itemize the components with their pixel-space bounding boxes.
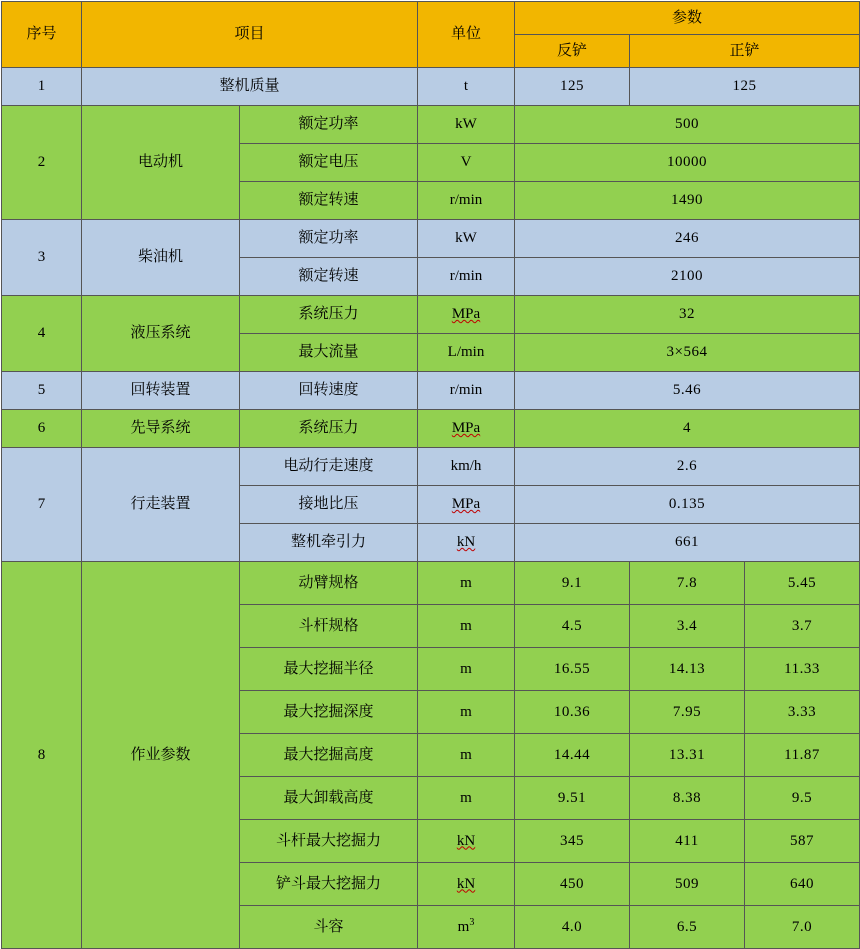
cell-unit: r/min <box>418 258 515 296</box>
cell-unit: m <box>418 648 515 691</box>
cell-value-shovel-2: 9.5 <box>745 777 860 820</box>
cell-unit <box>418 906 515 949</box>
cell-unit: m <box>418 777 515 820</box>
cell-subitem: 最大流量 <box>240 334 418 372</box>
cell-value: 2.6 <box>515 448 860 486</box>
cell-seq: 2 <box>2 106 82 220</box>
cell-value-backhoe: 10.36 <box>515 691 630 734</box>
cell-value-shovel-1: 14.13 <box>630 648 745 691</box>
cell-subitem: 斗杆规格 <box>240 605 418 648</box>
cell-item: 整机质量 <box>82 68 418 106</box>
header-row-1 <box>2 2 860 35</box>
cell-subitem: 最大挖掘高度 <box>240 734 418 777</box>
cell-value-shovel-1: 6.5 <box>630 906 745 949</box>
header-item: 项目 <box>82 2 418 68</box>
cell-item: 作业参数 <box>82 562 240 949</box>
cell-item: 柴油机 <box>82 220 240 296</box>
cell-unit: kN <box>418 820 515 863</box>
cell-subitem: 系统压力 <box>240 410 418 448</box>
cell-value-shovel-2: 5.45 <box>745 562 860 605</box>
cell-unit: L/min <box>418 334 515 372</box>
cell-unit: kN <box>418 863 515 906</box>
cell-value: 0.135 <box>515 486 860 524</box>
cell-seq: 3 <box>2 220 82 296</box>
cell-subitem: 额定功率 <box>240 106 418 144</box>
cell-unit: kW <box>418 106 515 144</box>
cell-value: 3×564 <box>515 334 860 372</box>
cell-unit: t <box>418 68 515 106</box>
table-row <box>2 106 860 144</box>
cell-unit: km/h <box>418 448 515 486</box>
cell-value-shovel-2: 640 <box>745 863 860 906</box>
cell-unit: m <box>418 734 515 777</box>
cell-unit: MPa <box>418 486 515 524</box>
cell-seq: 4 <box>2 296 82 372</box>
cell-value: 5.46 <box>515 372 860 410</box>
cell-unit: m <box>418 691 515 734</box>
cell-value-shovel-1: 7.8 <box>630 562 745 605</box>
cell-value: 10000 <box>515 144 860 182</box>
cell-value: 32 <box>515 296 860 334</box>
header-param-shovel: 正铲 <box>630 35 860 68</box>
cell-subitem: 额定转速 <box>240 258 418 296</box>
cell-value-backhoe: 14.44 <box>515 734 630 777</box>
cell-subitem: 电动行走速度 <box>240 448 418 486</box>
cell-subitem: 动臂规格 <box>240 562 418 605</box>
table-row <box>2 296 860 334</box>
cell-unit: r/min <box>418 372 515 410</box>
cell-unit: kW <box>418 220 515 258</box>
unit-exponent: 3 <box>469 917 475 929</box>
cell-value: 2100 <box>515 258 860 296</box>
spec-table-page <box>0 1 860 936</box>
cell-value-backhoe: 125 <box>515 68 630 106</box>
cell-item: 电动机 <box>82 106 240 220</box>
cell-subitem: 斗容 <box>240 906 418 949</box>
header-params: 参数 <box>515 2 860 35</box>
header-param-backhoe: 反铲 <box>515 35 630 68</box>
cell-value-shovel-2: 7.0 <box>745 906 860 949</box>
cell-item: 先导系统 <box>82 410 240 448</box>
unit-base: m <box>457 919 470 936</box>
table-row <box>2 68 860 106</box>
cell-seq: 7 <box>2 448 82 562</box>
table-row <box>2 448 860 486</box>
cell-value: 4 <box>515 410 860 448</box>
cell-value: 500 <box>515 106 860 144</box>
cell-value-backhoe: 16.55 <box>515 648 630 691</box>
cell-value-shovel-1: 13.31 <box>630 734 745 777</box>
cell-value-shovel-2: 587 <box>745 820 860 863</box>
table-row <box>2 562 860 605</box>
cell-subitem: 最大挖掘深度 <box>240 691 418 734</box>
cell-value-backhoe: 345 <box>515 820 630 863</box>
cell-item: 行走装置 <box>82 448 240 562</box>
table-row <box>2 372 860 410</box>
cell-value-shovel-2: 11.33 <box>745 648 860 691</box>
cell-value-shovel-1: 8.38 <box>630 777 745 820</box>
cell-subitem: 回转速度 <box>240 372 418 410</box>
cell-seq: 5 <box>2 372 82 410</box>
cell-unit: r/min <box>418 182 515 220</box>
table-row <box>2 410 860 448</box>
cell-value-shovel-1: 411 <box>630 820 745 863</box>
specification-table <box>1 1 860 949</box>
cell-value-backhoe: 450 <box>515 863 630 906</box>
cell-value-backhoe: 9.51 <box>515 777 630 820</box>
cell-value-backhoe: 4.0 <box>515 906 630 949</box>
cell-value-shovel-1: 509 <box>630 863 745 906</box>
cell-value: 246 <box>515 220 860 258</box>
cell-seq: 6 <box>2 410 82 448</box>
cell-subitem: 最大挖掘半径 <box>240 648 418 691</box>
cell-unit: m <box>418 562 515 605</box>
cell-value-shovel: 125 <box>630 68 860 106</box>
cell-subitem: 额定电压 <box>240 144 418 182</box>
cell-subitem: 额定转速 <box>240 182 418 220</box>
cell-subitem: 斗杆最大挖掘力 <box>240 820 418 863</box>
cell-unit: V <box>418 144 515 182</box>
cell-item: 液压系统 <box>82 296 240 372</box>
cell-value: 661 <box>515 524 860 562</box>
cell-subitem: 最大卸载高度 <box>240 777 418 820</box>
header-unit: 单位 <box>418 2 515 68</box>
cell-value-shovel-2: 3.7 <box>745 605 860 648</box>
cell-unit: MPa <box>418 296 515 334</box>
cell-unit: m <box>418 605 515 648</box>
cell-item: 回转装置 <box>82 372 240 410</box>
cell-seq: 8 <box>2 562 82 949</box>
cell-value-shovel-2: 11.87 <box>745 734 860 777</box>
cell-subitem: 系统压力 <box>240 296 418 334</box>
cell-value-shovel-1: 7.95 <box>630 691 745 734</box>
cell-value-shovel-2: 3.33 <box>745 691 860 734</box>
cell-seq: 1 <box>2 68 82 106</box>
cell-unit: MPa <box>418 410 515 448</box>
cell-subitem: 整机牵引力 <box>240 524 418 562</box>
cell-value-shovel-1: 3.4 <box>630 605 745 648</box>
cell-subitem: 铲斗最大挖掘力 <box>240 863 418 906</box>
cell-subitem: 接地比压 <box>240 486 418 524</box>
cell-unit: kN <box>418 524 515 562</box>
cell-value-backhoe: 9.1 <box>515 562 630 605</box>
cell-value-backhoe: 4.5 <box>515 605 630 648</box>
header-seq: 序号 <box>2 2 82 68</box>
cell-subitem: 额定功率 <box>240 220 418 258</box>
table-row <box>2 220 860 258</box>
cell-value: 1490 <box>515 182 860 220</box>
